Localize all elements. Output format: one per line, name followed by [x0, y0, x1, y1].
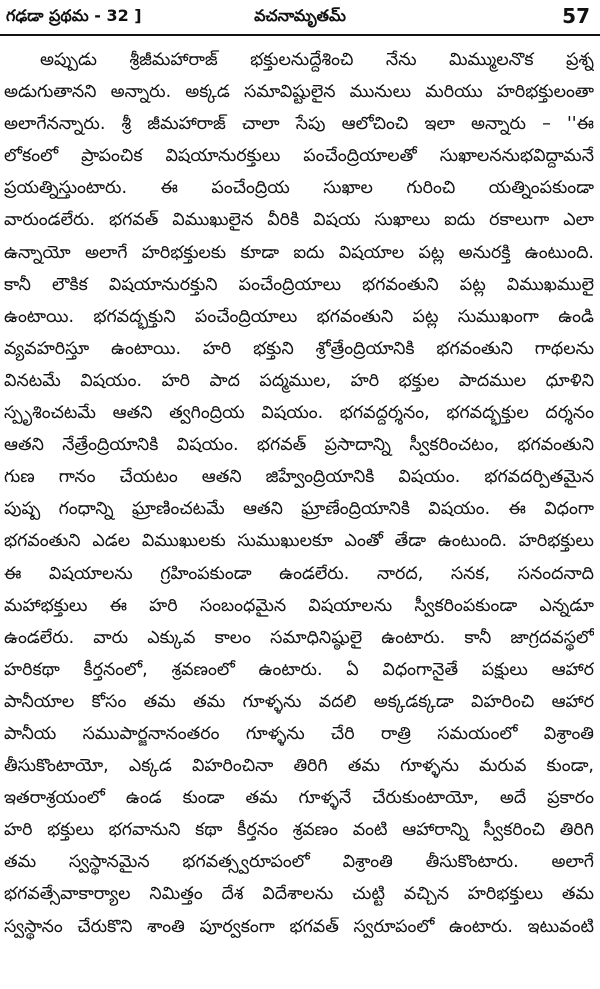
text-line: అడుగుతానని అన్నారు. అక్కడ సమావిష్టులైన మునులు మరియు హరిభక్తులంతా [4, 82, 594, 103]
text-line: వినటమే విషయం. హరి పాద పద్మముల, హరి భక్తుల పాదముల ధూళిని [4, 370, 594, 391]
running-header [0, 0, 600, 36]
text-line: భగవత్సేవాకార్యాల నిమిత్తం దేశ విదేశాలను చుట్టి వచ్చిన హరిభక్తులు తమ [4, 884, 594, 905]
text-line: మహాభక్తులు ఈ హరి సంబంధమైన విషయాలను స్వీకరింపకుండా ఎన్నడూ [4, 595, 594, 616]
page-number: 57 [562, 4, 590, 28]
text-line: హరికథా కీర్తనంలో, శ్రవణంలో ఉంటారు. ఏ విధంగానైతే పక్షులు ఆహార [4, 659, 594, 680]
text-line: కానీ లౌకిక విషయానురక్తుని పంచేంద్రియాలు భగవంతుని పట్ల విముఖములై [4, 274, 594, 295]
text-line: ఉన్నాయో అలాగే హరిభక్తులకు కూడా ఐదు విషయాల పట్ల అనురక్తి ఉంటుంది. [4, 242, 594, 263]
book-title: వచనామృతమ్ [254, 6, 346, 25]
text-line: వారుండలేరు. భగవత్ విముఖులైన వీరికి విషయ సుఖాలు ఐదు రకాలుగా ఎలా [4, 210, 594, 231]
text-line: పానీయ సముపార్జనానంతరం గూళ్ళను చేరి రాత్రి సమయంలో విశ్రాంతి [4, 723, 594, 744]
text-line: ప్రయత్నిస్తుంటారు. ఈ పంచేంద్రియ సుఖాల గురించి యత్నింపకుండా [4, 178, 594, 199]
text-line: తీసుకొంటాయో, ఎక్కడ విహరించినా తిరిగి తమ గూళ్ళను మరువ కుండా, [4, 756, 594, 777]
body-paragraph [4, 44, 594, 943]
chapter-reference: గఢడా ప్రథమ - 32 ] [6, 6, 142, 25]
text-line: గుణ గానం చేయటం ఆతని జిహ్వేంద్రియానికి విషయం. భగవదర్పితమైన [4, 467, 594, 488]
text-line: భగవంతుని ఎడల విముఖులకు సుముఖులకూ ఎంతో తేడా ఉంటుంది. హరిభక్తులు [4, 531, 594, 552]
text-line: ఆతని నేత్రేంద్రియానికి విషయం. భగవత్ ప్రసాదాన్ని స్వీకరించటం, భగవంతుని [4, 435, 594, 456]
text-line: ఈ విషయాలను గ్రహింపకుండా ఉండలేరు. నారద, సనక, సనందనాది [4, 563, 594, 584]
text-line: ఉంటాయి. భగవద్భక్తుని పంచేంద్రియాలు భగవంతుని పట్ల సుముఖంగా ఉండి [4, 306, 594, 327]
text-line: ఉండలేరు. వారు ఎక్కువ కాలం సమాధినిష్ఠులై ఉంటారు. కానీ జాగ్రదవస్థలో [4, 627, 594, 648]
text-line: స్వస్థానం చేరుకొని శాంతి పూర్వకంగా భగవత్ స్వరూపంలో ఉంటారు. ఇటువంటి [4, 916, 594, 937]
text-line: వ్యవహరిస్తూ ఉంటాయి. హరి భక్తుని శ్రోత్రేంద్రియానికి భగవంతుని గాథలను [4, 338, 594, 359]
text-line: పానీయాల కోసం తమ తమ గూళ్ళను వదలి అక్కడక్కడా విహరించి ఆహార [4, 691, 594, 712]
text-line: తమ స్వస్థానమైన భగవత్స్వరూపంలో విశ్రాంతి తీసుకొంటారు. అలాగే [4, 852, 594, 873]
text-line: స్పృశించటమే ఆతని త్వగింద్రియ విషయం. భగవద్దర్శనం, భగవద్భక్తుల దర్శనం [4, 403, 594, 424]
text-line: అప్పుడు శ్రీజీమహారాజ్ భక్తులనుద్దేశించి నేను మిమ్ములనొక ప్రశ్న [40, 50, 594, 70]
text-line: లోకంలో ప్రాపంచిక విషయానురక్తులు పంచేంద్రియాలతో సుఖాలననుభవిద్దామనే [4, 146, 594, 167]
text-line: పుష్ప గంధాన్ని ఘ్రాణించటమే ఆతని ఘ్రాణేంద్రియానికి విషయం. ఈ విధంగా [4, 499, 594, 520]
text-line: అలాగేనన్నారు. శ్రీ జీమహారాజ్ చాలా సేపు ఆలోచించి ఇలా అన్నారు – ''ఈ [4, 114, 594, 135]
text-line: హరి భక్తులు భగవానుని కథా కీర్తనం శ్రవణం వంటి ఆహారాన్ని స్వీకరించి తిరిగి [4, 820, 594, 841]
text-line: ఇతరాశ్రయంలో ఉండ కుండా తమ గూళ్ళనే చేరుకుంటాయో, అదే ప్రకారం [4, 788, 594, 809]
